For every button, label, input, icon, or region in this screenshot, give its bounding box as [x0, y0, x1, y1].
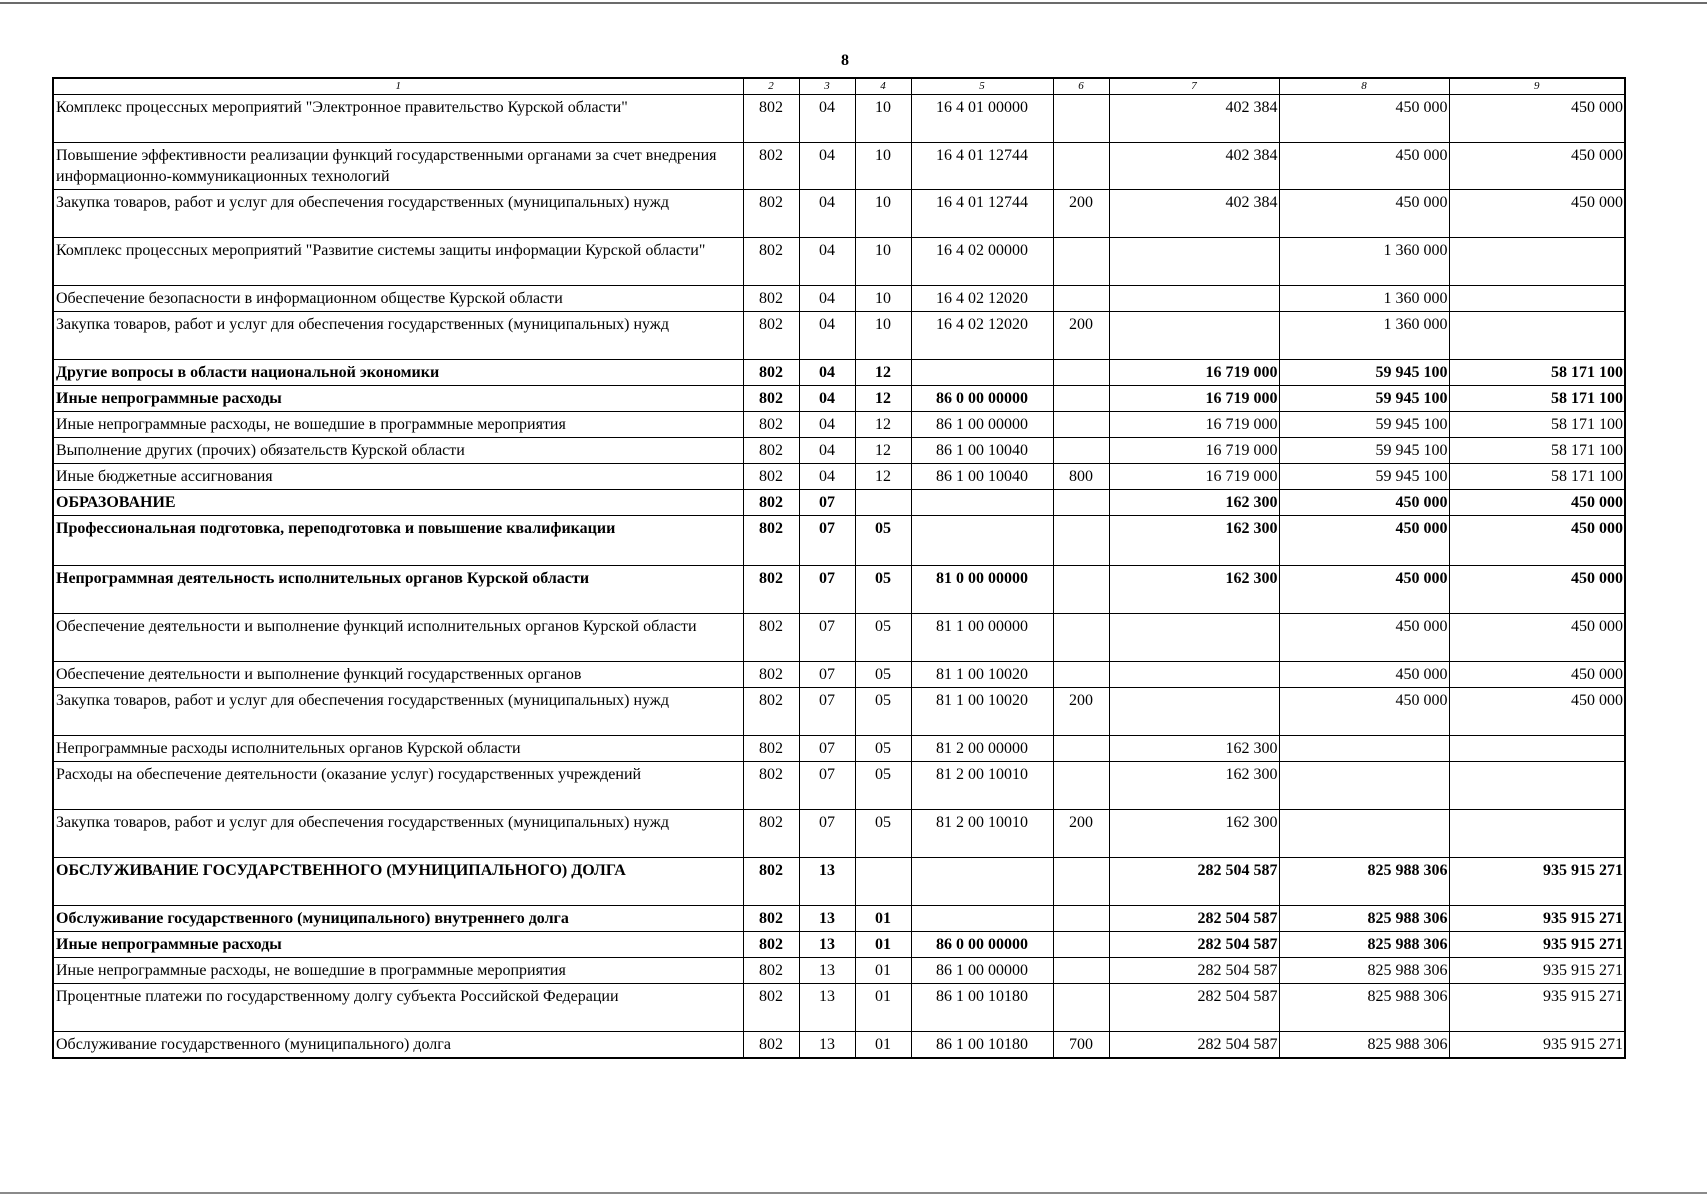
- amount-col9-cell: 450 000: [1449, 614, 1625, 662]
- target-article-cell: 16 4 02 12020: [911, 312, 1053, 360]
- subsection-code-cell: [855, 858, 911, 906]
- expense-type-cell: [1053, 614, 1109, 662]
- amount-col8-cell: 59 945 100: [1279, 464, 1449, 490]
- table-body: [53, 95, 1625, 1059]
- amount-col7-cell: 162 300: [1109, 736, 1279, 762]
- target-article-cell: [911, 906, 1053, 932]
- table-row: [53, 736, 1625, 762]
- table-row: [53, 386, 1625, 412]
- expense-type-cell: [1053, 662, 1109, 688]
- section-code-cell: 07: [799, 566, 855, 614]
- subsection-code-cell: 01: [855, 932, 911, 958]
- ministry-code-cell: 802: [743, 438, 799, 464]
- table-row: [53, 490, 1625, 516]
- section-code-cell: 04: [799, 386, 855, 412]
- target-article-cell: 16 4 01 12744: [911, 190, 1053, 238]
- section-code-cell: 07: [799, 736, 855, 762]
- amount-col8-cell: 825 988 306: [1279, 958, 1449, 984]
- row-name-cell: Непрограммные расходы исполнительных органов Курской области: [53, 736, 743, 762]
- column-number: 3: [799, 78, 855, 95]
- subsection-code-cell: 10: [855, 312, 911, 360]
- table-row: [53, 688, 1625, 736]
- expense-type-cell: [1053, 286, 1109, 312]
- ministry-code-cell: 802: [743, 190, 799, 238]
- amount-col9-cell: 450 000: [1449, 662, 1625, 688]
- amount-col7-cell: [1109, 614, 1279, 662]
- amount-col8-cell: [1279, 736, 1449, 762]
- amount-col8-cell: 450 000: [1279, 662, 1449, 688]
- target-article-cell: 81 1 00 10020: [911, 688, 1053, 736]
- row-name-cell: Иные бюджетные ассигнования: [53, 464, 743, 490]
- amount-col7-cell: [1109, 688, 1279, 736]
- row-name-cell: Комплекс процессных мероприятий "Электронное правительство Курской области": [53, 95, 743, 143]
- section-code-cell: 07: [799, 662, 855, 688]
- amount-col8-cell: 450 000: [1279, 688, 1449, 736]
- amount-col7-cell: 16 719 000: [1109, 464, 1279, 490]
- target-article-cell: 81 2 00 00000: [911, 736, 1053, 762]
- amount-col7-cell: 16 719 000: [1109, 360, 1279, 386]
- table-row: [53, 360, 1625, 386]
- row-name-cell: Иные непрограммные расходы: [53, 386, 743, 412]
- expense-type-cell: [1053, 736, 1109, 762]
- scan-edge-bottom: [0, 1192, 1707, 1194]
- column-number: 8: [1279, 78, 1449, 95]
- budget-table: [52, 77, 1626, 1059]
- subsection-code-cell: 12: [855, 438, 911, 464]
- amount-col7-cell: 162 300: [1109, 762, 1279, 810]
- table-row: [53, 516, 1625, 566]
- amount-col9-cell: 935 915 271: [1449, 958, 1625, 984]
- expense-type-cell: [1053, 516, 1109, 566]
- amount-col9-cell: 450 000: [1449, 190, 1625, 238]
- table-row: [53, 412, 1625, 438]
- target-article-cell: 81 0 00 00000: [911, 566, 1053, 614]
- target-article-cell: 86 1 00 10040: [911, 438, 1053, 464]
- column-number: 7: [1109, 78, 1279, 95]
- amount-col7-cell: 282 504 587: [1109, 858, 1279, 906]
- row-name-cell: Обслуживание государственного (муниципального) внутреннего долга: [53, 906, 743, 932]
- subsection-code-cell: 05: [855, 688, 911, 736]
- target-article-cell: 86 1 00 10180: [911, 984, 1053, 1032]
- section-code-cell: 04: [799, 312, 855, 360]
- amount-col8-cell: 59 945 100: [1279, 438, 1449, 464]
- amount-col8-cell: 59 945 100: [1279, 386, 1449, 412]
- ministry-code-cell: 802: [743, 143, 799, 190]
- ministry-code-cell: 802: [743, 464, 799, 490]
- expense-type-cell: [1053, 762, 1109, 810]
- section-code-cell: 07: [799, 516, 855, 566]
- amount-col8-cell: 825 988 306: [1279, 1032, 1449, 1059]
- target-article-cell: 16 4 01 12744: [911, 143, 1053, 190]
- amount-col7-cell: [1109, 662, 1279, 688]
- subsection-code-cell: 10: [855, 238, 911, 286]
- column-number: 2: [743, 78, 799, 95]
- table-row: [53, 932, 1625, 958]
- ministry-code-cell: 802: [743, 614, 799, 662]
- amount-col9-cell: 58 171 100: [1449, 438, 1625, 464]
- expense-type-cell: [1053, 95, 1109, 143]
- table-row: [53, 1032, 1625, 1059]
- amount-col9-cell: [1449, 810, 1625, 858]
- table-row: [53, 190, 1625, 238]
- amount-col9-cell: [1449, 238, 1625, 286]
- amount-col8-cell: 825 988 306: [1279, 906, 1449, 932]
- amount-col9-cell: 935 915 271: [1449, 858, 1625, 906]
- row-name-cell: Иные непрограммные расходы, не вошедшие в программные мероприятия: [53, 958, 743, 984]
- column-number: 9: [1449, 78, 1625, 95]
- section-code-cell: 13: [799, 906, 855, 932]
- amount-col8-cell: 59 945 100: [1279, 412, 1449, 438]
- subsection-code-cell: 05: [855, 810, 911, 858]
- row-name-cell: ОБСЛУЖИВАНИЕ ГОСУДАРСТВЕННОГО (МУНИЦИПАЛЬНОГО) ДОЛГА: [53, 858, 743, 906]
- amount-col8-cell: 450 000: [1279, 95, 1449, 143]
- table-row: [53, 662, 1625, 688]
- amount-col8-cell: 1 360 000: [1279, 312, 1449, 360]
- row-name-cell: Закупка товаров, работ и услуг для обеспечения государственных (муниципальных) нужд: [53, 312, 743, 360]
- ministry-code-cell: 802: [743, 238, 799, 286]
- amount-col9-cell: 58 171 100: [1449, 412, 1625, 438]
- amount-col7-cell: [1109, 312, 1279, 360]
- expense-type-cell: 200: [1053, 688, 1109, 736]
- section-code-cell: 07: [799, 810, 855, 858]
- ministry-code-cell: 802: [743, 662, 799, 688]
- column-number: 4: [855, 78, 911, 95]
- table-row: [53, 984, 1625, 1032]
- section-code-cell: 13: [799, 932, 855, 958]
- expense-type-cell: 800: [1053, 464, 1109, 490]
- ministry-code-cell: 802: [743, 858, 799, 906]
- subsection-code-cell: 05: [855, 662, 911, 688]
- section-code-cell: 07: [799, 490, 855, 516]
- amount-col7-cell: 16 719 000: [1109, 412, 1279, 438]
- amount-col8-cell: 450 000: [1279, 566, 1449, 614]
- table-row: [53, 438, 1625, 464]
- amount-col8-cell: [1279, 762, 1449, 810]
- table-row: [53, 464, 1625, 490]
- amount-col8-cell: 825 988 306: [1279, 858, 1449, 906]
- amount-col9-cell: [1449, 736, 1625, 762]
- row-name-cell: Выполнение других (прочих) обязательств Курской области: [53, 438, 743, 464]
- row-name-cell: ОБРАЗОВАНИЕ: [53, 490, 743, 516]
- ministry-code-cell: 802: [743, 312, 799, 360]
- column-number: 5: [911, 78, 1053, 95]
- target-article-cell: 86 1 00 00000: [911, 958, 1053, 984]
- ministry-code-cell: 802: [743, 736, 799, 762]
- table-row: [53, 312, 1625, 360]
- amount-col8-cell: 1 360 000: [1279, 238, 1449, 286]
- row-name-cell: Закупка товаров, работ и услуг для обеспечения государственных (муниципальных) нужд: [53, 810, 743, 858]
- amount-col8-cell: 450 000: [1279, 143, 1449, 190]
- amount-col8-cell: 450 000: [1279, 516, 1449, 566]
- row-name-cell: Расходы на обеспечение деятельности (оказание услуг) государственных учреждений: [53, 762, 743, 810]
- target-article-cell: 86 0 00 00000: [911, 386, 1053, 412]
- amount-col7-cell: 16 719 000: [1109, 386, 1279, 412]
- row-name-cell: Профессиональная подготовка, переподготовка и повышение квалификации: [53, 516, 743, 566]
- expense-type-cell: 200: [1053, 312, 1109, 360]
- expense-type-cell: [1053, 566, 1109, 614]
- table-row: [53, 286, 1625, 312]
- amount-col9-cell: 58 171 100: [1449, 386, 1625, 412]
- section-code-cell: 04: [799, 95, 855, 143]
- section-code-cell: 04: [799, 438, 855, 464]
- section-code-cell: 04: [799, 464, 855, 490]
- amount-col9-cell: [1449, 312, 1625, 360]
- table-row: [53, 95, 1625, 143]
- amount-col7-cell: 162 300: [1109, 566, 1279, 614]
- amount-col9-cell: [1449, 762, 1625, 810]
- amount-col7-cell: 16 719 000: [1109, 438, 1279, 464]
- subsection-code-cell: 10: [855, 95, 911, 143]
- row-name-cell: Иные непрограммные расходы: [53, 932, 743, 958]
- amount-col9-cell: 450 000: [1449, 688, 1625, 736]
- expense-type-cell: 200: [1053, 810, 1109, 858]
- expense-type-cell: [1053, 386, 1109, 412]
- amount-col9-cell: 450 000: [1449, 143, 1625, 190]
- subsection-code-cell: 10: [855, 143, 911, 190]
- target-article-cell: 86 0 00 00000: [911, 932, 1053, 958]
- expense-type-cell: [1053, 858, 1109, 906]
- section-code-cell: 13: [799, 958, 855, 984]
- ministry-code-cell: 802: [743, 810, 799, 858]
- section-code-cell: 04: [799, 143, 855, 190]
- row-name-cell: Непрограммная деятельность исполнительных органов Курской области: [53, 566, 743, 614]
- amount-col9-cell: 450 000: [1449, 490, 1625, 516]
- table-row: [53, 614, 1625, 662]
- expense-type-cell: [1053, 490, 1109, 516]
- amount-col8-cell: 450 000: [1279, 190, 1449, 238]
- amount-col9-cell: 450 000: [1449, 516, 1625, 566]
- amount-col9-cell: 450 000: [1449, 95, 1625, 143]
- section-code-cell: 04: [799, 190, 855, 238]
- amount-col7-cell: 402 384: [1109, 95, 1279, 143]
- amount-col9-cell: 58 171 100: [1449, 360, 1625, 386]
- table-row: [53, 958, 1625, 984]
- target-article-cell: 16 4 02 12020: [911, 286, 1053, 312]
- amount-col9-cell: 935 915 271: [1449, 906, 1625, 932]
- section-code-cell: 13: [799, 1032, 855, 1059]
- ministry-code-cell: 802: [743, 688, 799, 736]
- table-row: [53, 143, 1625, 190]
- ministry-code-cell: 802: [743, 412, 799, 438]
- amount-col7-cell: 162 300: [1109, 810, 1279, 858]
- target-article-cell: 81 2 00 10010: [911, 762, 1053, 810]
- row-name-cell: Закупка товаров, работ и услуг для обеспечения государственных (муниципальных) нужд: [53, 190, 743, 238]
- section-code-cell: 07: [799, 762, 855, 810]
- subsection-code-cell: 05: [855, 736, 911, 762]
- row-name-cell: Процентные платежи по государственному долгу субъекта Российской Федерации: [53, 984, 743, 1032]
- row-name-cell: Обеспечение безопасности в информационном обществе Курской области: [53, 286, 743, 312]
- target-article-cell: 86 1 00 10040: [911, 464, 1053, 490]
- expense-type-cell: 700: [1053, 1032, 1109, 1059]
- expense-type-cell: [1053, 932, 1109, 958]
- expense-type-cell: [1053, 412, 1109, 438]
- section-code-cell: 04: [799, 238, 855, 286]
- ministry-code-cell: 802: [743, 95, 799, 143]
- row-name-cell: Обеспечение деятельности и выполнение функций государственных органов: [53, 662, 743, 688]
- ministry-code-cell: 802: [743, 386, 799, 412]
- ministry-code-cell: 802: [743, 516, 799, 566]
- column-number-row: [53, 78, 1625, 95]
- subsection-code-cell: 05: [855, 516, 911, 566]
- amount-col9-cell: 58 171 100: [1449, 464, 1625, 490]
- expense-type-cell: [1053, 906, 1109, 932]
- expense-type-cell: 200: [1053, 190, 1109, 238]
- ministry-code-cell: 802: [743, 566, 799, 614]
- expense-type-cell: [1053, 360, 1109, 386]
- row-name-cell: Повышение эффективности реализации функций государственными органами за счет внедрения информационно-коммуникационных технологий: [53, 143, 743, 190]
- target-article-cell: 86 1 00 10180: [911, 1032, 1053, 1059]
- subsection-code-cell: 05: [855, 614, 911, 662]
- amount-col7-cell: 162 300: [1109, 516, 1279, 566]
- row-name-cell: Закупка товаров, работ и услуг для обеспечения государственных (муниципальных) нужд: [53, 688, 743, 736]
- ministry-code-cell: 802: [743, 360, 799, 386]
- table-row: [53, 238, 1625, 286]
- amount-col7-cell: [1109, 238, 1279, 286]
- subsection-code-cell: [855, 490, 911, 516]
- subsection-code-cell: 01: [855, 984, 911, 1032]
- row-name-cell: Иные непрограммные расходы, не вошедшие в программные мероприятия: [53, 412, 743, 438]
- subsection-code-cell: 12: [855, 386, 911, 412]
- amount-col8-cell: 450 000: [1279, 490, 1449, 516]
- amount-col9-cell: [1449, 286, 1625, 312]
- amount-col9-cell: 935 915 271: [1449, 984, 1625, 1032]
- target-article-cell: 86 1 00 00000: [911, 412, 1053, 438]
- section-code-cell: 07: [799, 688, 855, 736]
- target-article-cell: [911, 516, 1053, 566]
- subsection-code-cell: 01: [855, 958, 911, 984]
- amount-col7-cell: [1109, 286, 1279, 312]
- amount-col8-cell: 825 988 306: [1279, 984, 1449, 1032]
- row-name-cell: Обслуживание государственного (муниципального) долга: [53, 1032, 743, 1059]
- amount-col8-cell: 450 000: [1279, 614, 1449, 662]
- ministry-code-cell: 802: [743, 286, 799, 312]
- page-number: 8: [841, 52, 849, 69]
- subsection-code-cell: 01: [855, 1032, 911, 1059]
- amount-col7-cell: 282 504 587: [1109, 1032, 1279, 1059]
- table-row: [53, 906, 1625, 932]
- expense-type-cell: [1053, 958, 1109, 984]
- target-article-cell: [911, 490, 1053, 516]
- amount-col7-cell: 282 504 587: [1109, 984, 1279, 1032]
- subsection-code-cell: 10: [855, 190, 911, 238]
- target-article-cell: 16 4 01 00000: [911, 95, 1053, 143]
- amount-col7-cell: 402 384: [1109, 190, 1279, 238]
- section-code-cell: 07: [799, 614, 855, 662]
- ministry-code-cell: 802: [743, 490, 799, 516]
- table-row: [53, 762, 1625, 810]
- amount-col8-cell: 825 988 306: [1279, 932, 1449, 958]
- amount-col8-cell: 1 360 000: [1279, 286, 1449, 312]
- amount-col9-cell: 935 915 271: [1449, 1032, 1625, 1059]
- ministry-code-cell: 802: [743, 932, 799, 958]
- section-code-cell: 13: [799, 984, 855, 1032]
- subsection-code-cell: 12: [855, 360, 911, 386]
- target-article-cell: 81 1 00 10020: [911, 662, 1053, 688]
- subsection-code-cell: 05: [855, 762, 911, 810]
- target-article-cell: 81 1 00 00000: [911, 614, 1053, 662]
- expense-type-cell: [1053, 238, 1109, 286]
- scan-edge-top: [0, 2, 1707, 4]
- target-article-cell: 81 2 00 10010: [911, 810, 1053, 858]
- target-article-cell: 16 4 02 00000: [911, 238, 1053, 286]
- amount-col8-cell: [1279, 810, 1449, 858]
- table-row: [53, 858, 1625, 906]
- column-number: 6: [1053, 78, 1109, 95]
- expense-type-cell: [1053, 984, 1109, 1032]
- ministry-code-cell: 802: [743, 984, 799, 1032]
- subsection-code-cell: 01: [855, 906, 911, 932]
- subsection-code-cell: 12: [855, 464, 911, 490]
- amount-col7-cell: 282 504 587: [1109, 958, 1279, 984]
- amount-col7-cell: 282 504 587: [1109, 932, 1279, 958]
- subsection-code-cell: 12: [855, 412, 911, 438]
- row-name-cell: Обеспечение деятельности и выполнение функций исполнительных органов Курской области: [53, 614, 743, 662]
- amount-col7-cell: 282 504 587: [1109, 906, 1279, 932]
- table-row: [53, 566, 1625, 614]
- ministry-code-cell: 802: [743, 1032, 799, 1059]
- amount-col8-cell: 59 945 100: [1279, 360, 1449, 386]
- amount-col7-cell: 162 300: [1109, 490, 1279, 516]
- column-number: 1: [53, 78, 743, 95]
- amount-col7-cell: 402 384: [1109, 143, 1279, 190]
- ministry-code-cell: 802: [743, 958, 799, 984]
- section-code-cell: 04: [799, 286, 855, 312]
- amount-col9-cell: 935 915 271: [1449, 932, 1625, 958]
- section-code-cell: 04: [799, 360, 855, 386]
- row-name-cell: Другие вопросы в области национальной экономики: [53, 360, 743, 386]
- table-row: [53, 810, 1625, 858]
- section-code-cell: 04: [799, 412, 855, 438]
- row-name-cell: Комплекс процессных мероприятий "Развитие системы защиты информации Курской области": [53, 238, 743, 286]
- subsection-code-cell: 10: [855, 286, 911, 312]
- ministry-code-cell: 802: [743, 762, 799, 810]
- expense-type-cell: [1053, 143, 1109, 190]
- subsection-code-cell: 05: [855, 566, 911, 614]
- target-article-cell: [911, 360, 1053, 386]
- expense-type-cell: [1053, 438, 1109, 464]
- section-code-cell: 13: [799, 858, 855, 906]
- target-article-cell: [911, 858, 1053, 906]
- amount-col9-cell: 450 000: [1449, 566, 1625, 614]
- ministry-code-cell: 802: [743, 906, 799, 932]
